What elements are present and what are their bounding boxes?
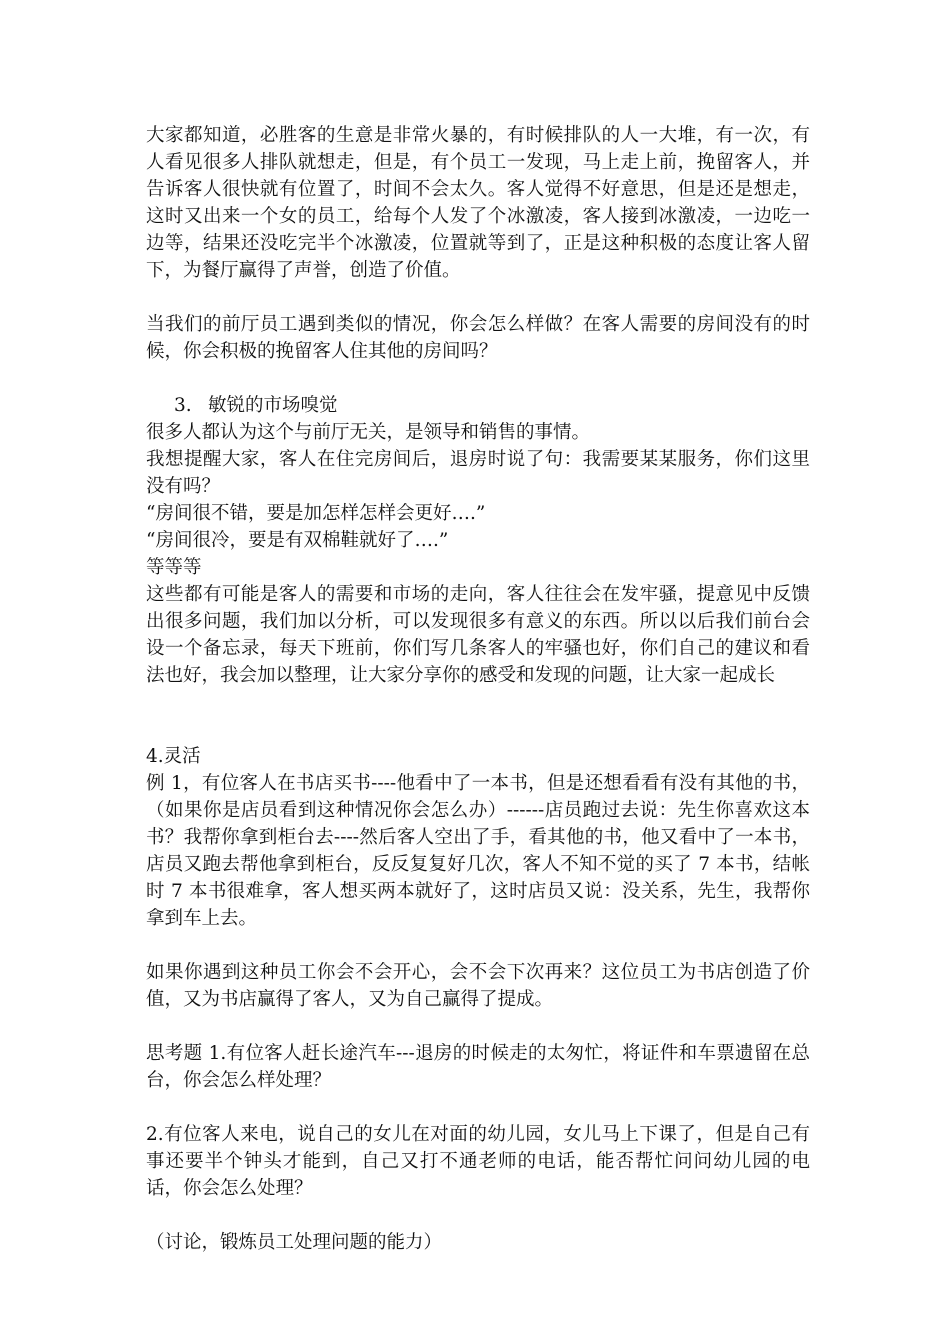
- section-4-heading: 4.灵活: [146, 746, 201, 767]
- document-page: [146, 122, 810, 1256]
- paragraph-bookstore-reflection: 如果你遇到这种员工你会不会开心，会不会下次再来？这位员工为书店创造了价值，又为书店赢得了客人，又为自己赢得了提成。: [146, 962, 810, 1010]
- paragraph-discussion-note: （讨论，锻炼员工处理问题的能力）: [146, 1232, 443, 1253]
- section-3-number: 3.: [174, 395, 192, 416]
- paragraph-reminder: 我想提醒大家，客人在住完房间后，退房时说了句：我需要某某服务，你们这里没有吗？: [146, 449, 810, 497]
- quote-room-cold: “房间很冷，要是有双棉鞋就好了….”: [146, 530, 449, 551]
- paragraph-bookstore-example: 例 1，有位客人在书店买书----他看中了一本书，但是还想看看有没有其他的书，（如果你是店员看到这种情况你会怎么办）------店员跑过去说：先生你喜欢这本书？我帮你拿到柜台去----然后客人空出了手，看其他的书，他又看中了一本书，店员又跑去帮他拿到柜台，反反复复好几次，客人不知不觉的买了 7 本书，结帐时 7 本书很难拿，客人想买两本就好了，这时店员又说：没关系，先生，我帮你拿到车上去。: [146, 773, 810, 929]
- section-3-title: 敏锐的市场嗅觉: [208, 395, 338, 416]
- section-3-heading: [146, 392, 810, 419]
- quote-room-good: “房间很不错，要是加怎样怎样会更好….”: [146, 503, 486, 524]
- paragraph-exercise-2: 2.有位客人来电，说自己的女儿在对面的幼儿园，女儿马上下课了，但是自己有事还要半个钟头才能到，自己又打不通老师的电话，能否帮忙问问幼儿园的电话，你会怎么处理？: [146, 1124, 810, 1199]
- paragraph-front-desk-question: 当我们的前厅员工遇到类似的情况，你会怎么样做？在客人需要的房间没有的时候，你会积极的挽留客人住其他的房间吗？: [146, 314, 810, 362]
- paragraph-memo-plan: 这些都有可能是客人的需要和市场的走向，客人往往会在发牢骚，提意见中反馈出很多问题，我们加以分析，可以发现很多有意义的东西。所以以后我们前台会设一个备忘录，每天下班前，你们写几条客人的牢骚也好，你们自己的建议和看法也好，我会加以整理，让大家分享你的感受和发现的问题，让大家一起成长: [146, 584, 810, 686]
- paragraph-exercise-1: 思考题 1.有位客人赶长途汽车---退房的时候走的太匆忙，将证件和车票遗留在总台，你会怎么样处理？: [146, 1043, 810, 1091]
- paragraph-etc: 等等等: [146, 557, 202, 578]
- paragraph-pizza-hut-story: 大家都知道，必胜客的生意是非常火暴的，有时候排队的人一大堆，有一次，有人看见很多人排队就想走，但是，有个员工一发现，马上走上前，挽留客人，并告诉客人很快就有位置了，时间不会太久。客人觉得不好意思，但是还是想走，这时又出来一个女的员工，给每个人发了个冰激凌，客人接到冰激凌，一边吃一边等，结果还没吃完半个冰激凌，位置就等到了，正是这种积极的态度让客人留下，为餐厅赢得了声誉，创造了价值。: [146, 125, 810, 281]
- paragraph-market-intro: 很多人都认为这个与前厅无关，是领导和销售的事情。: [146, 422, 591, 443]
